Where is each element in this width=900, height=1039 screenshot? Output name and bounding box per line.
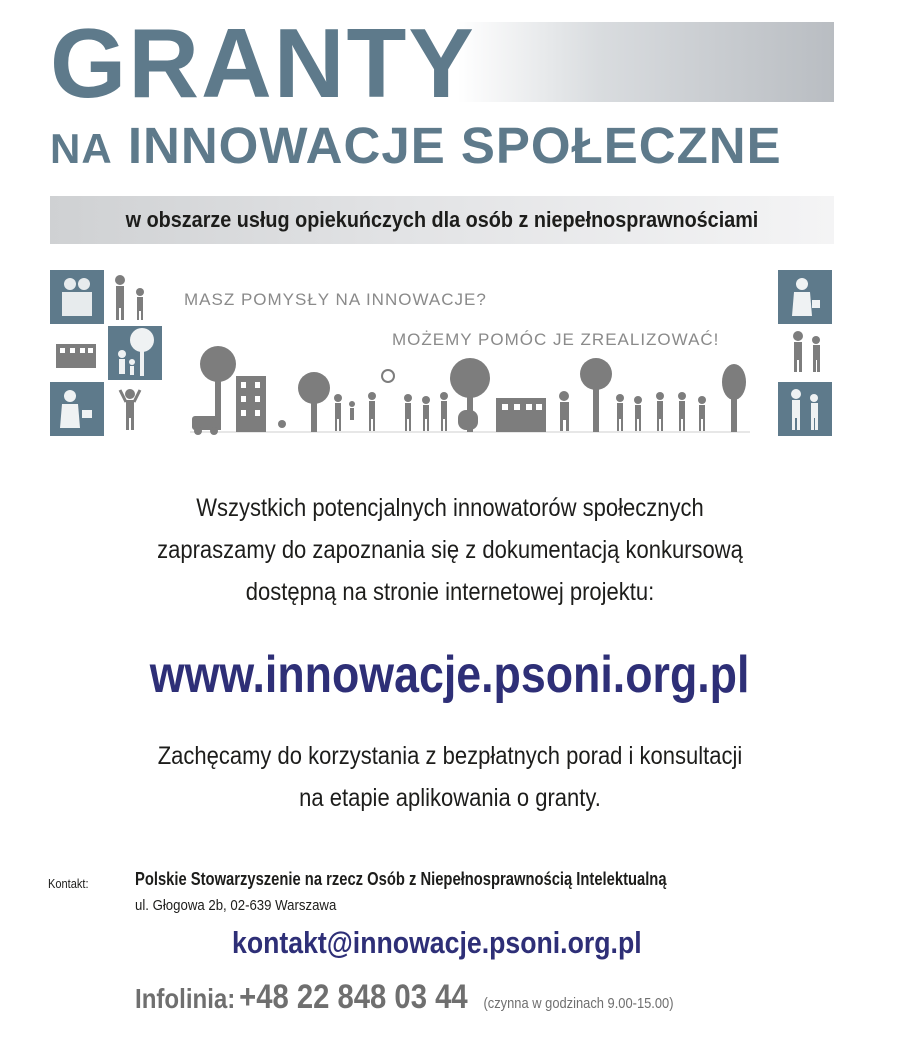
right-tile-column bbox=[778, 270, 832, 436]
intro-line: dostępną na stronie internetowej projektu: bbox=[245, 578, 655, 606]
project-url-text[interactable]: www.innowacje.psoni.org.pl bbox=[150, 646, 750, 704]
subtitle-prefix: NA bbox=[50, 125, 113, 172]
subtitle-main: INNOWACJE SPOŁECZNE bbox=[127, 117, 782, 174]
infoline-label: Infolinia: bbox=[135, 983, 236, 1014]
project-url-link[interactable] bbox=[0, 640, 900, 710]
organization-address: ul. Głogowa 2b, 02-639 Warszawa bbox=[135, 897, 337, 914]
parent-child-icon bbox=[115, 275, 144, 320]
intro-line: zapraszamy do zapoznania się z dokumentacją konkursową bbox=[157, 536, 743, 564]
infoline-number[interactable]: +48 22 848 03 44 bbox=[239, 978, 468, 1016]
banner-answer: MOŻEMY POMÓC JE ZREALIZOWAĆ! bbox=[392, 330, 720, 349]
left-tile-mosaic bbox=[50, 270, 162, 436]
organization-name: Polskie Stowarzyszenie na rzecz Osób z Niepełnosprawnością Intelektualną bbox=[135, 869, 667, 889]
intro-line: Wszystkich potencjalnych innowatorów społecznych bbox=[196, 494, 704, 522]
contact-email-link[interactable]: kontakt@innowacje.psoni.org.pl bbox=[232, 925, 642, 960]
infoline-hours: (czynna w godzinach 9.00-15.00) bbox=[483, 995, 674, 1012]
banner-question: MASZ POMYSŁY NA INNOWACJE? bbox=[184, 290, 487, 309]
page-title: GRANTY bbox=[50, 8, 476, 118]
consult-line: na etapie aplikowania o granty. bbox=[299, 784, 601, 812]
area-text: w obszarze usług opiekuńczych dla osób z niepełnosprawnościami bbox=[125, 207, 759, 232]
tile bbox=[778, 382, 832, 436]
consult-line: Zachęcamy do korzystania z bezpłatnych porad i konsultacji bbox=[157, 742, 743, 770]
cheering-person-icon bbox=[120, 389, 140, 430]
consult-paragraph bbox=[0, 735, 900, 819]
town-silhouette bbox=[192, 346, 746, 435]
intro-paragraph bbox=[0, 487, 900, 613]
contact-label: Kontakt: bbox=[48, 876, 89, 891]
page-subtitle bbox=[50, 117, 782, 174]
two-people-icon bbox=[793, 331, 820, 372]
building-icon bbox=[56, 344, 96, 368]
infoline-row bbox=[135, 978, 674, 1017]
